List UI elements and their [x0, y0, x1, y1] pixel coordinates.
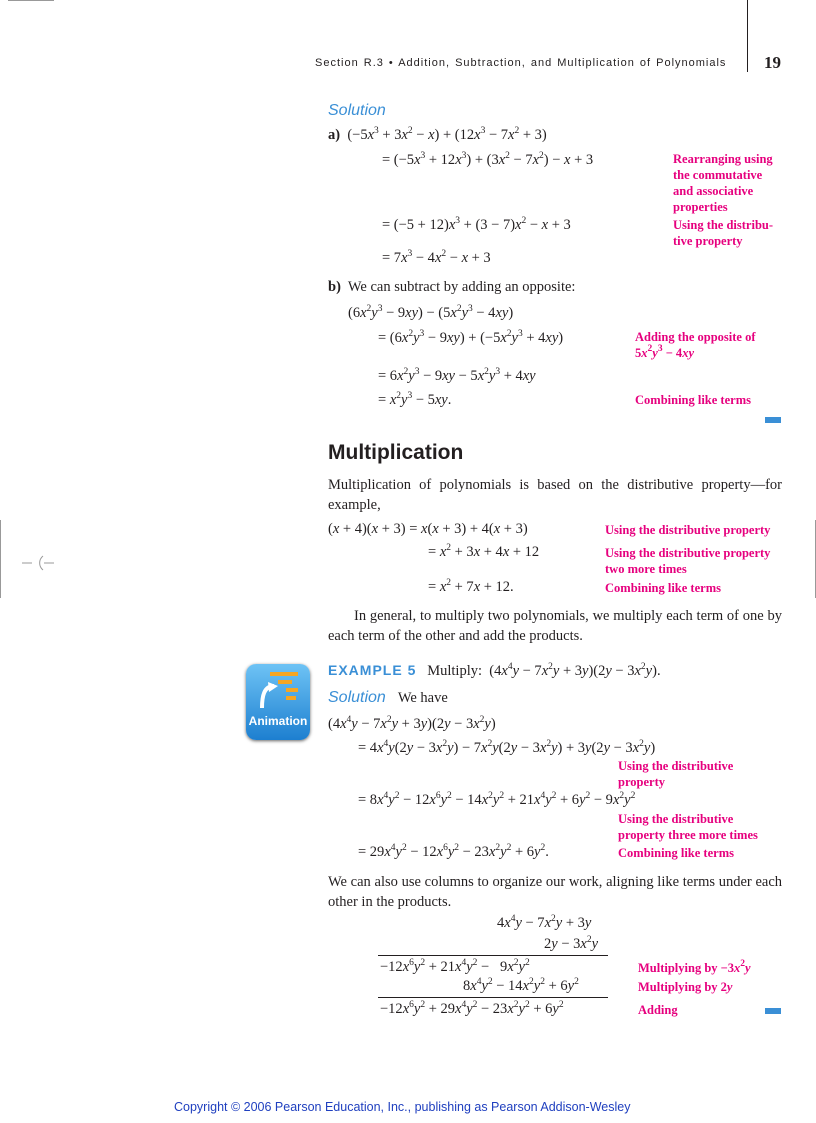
page-number: 19 — [764, 53, 781, 72]
ex5-line-2: = $4x^4y(2y - 3x^2y) - 7x^2y(2y - 3x^2y) + 3y(2y - 3x^2y)$ — [358, 739, 656, 756]
part-b-line-4: = $6x^2y^3 - 9xy - 5x^2y^3 + 4xy$ — [378, 367, 536, 384]
example5-line: EXAMPLE 5 Multiply: $(4x^4y - 7x^2y + 3y)(2y - 3x^2y)$. — [328, 662, 661, 679]
part-a-line-2: = $(-5x^3 + 12x^3) + (3x^2 - 7x^2) - x + 3$ — [382, 151, 594, 168]
solution-label: Solution — [328, 102, 386, 119]
note-mult-2: Using the distributive property two more times — [605, 546, 771, 576]
animation-label: Animation — [248, 714, 308, 728]
running-head: Section R.3 • Addition, Subtraction, and Multiplication of Polynomials — [315, 57, 727, 69]
animation-icon — [254, 670, 302, 714]
we-have: We have — [397, 690, 448, 706]
example5-prompt: Multiply: — [427, 663, 483, 679]
part-a-line-1: a) $(-5x^3 + 3x^2 - x) + (12x^3 - 7x^2 + 3)$ — [328, 126, 547, 143]
multiplication-intro: Multiplication of polynomials is based on the distributive property—for example, — [328, 477, 782, 513]
part-a-line-3: = $(-5 + 12)x^3 + (3 - 7)x^2 - x + 3$ — [382, 216, 571, 233]
note-rearranging: Rearranging using the commutative and associative properties — [673, 152, 773, 214]
note-ex5-3: Combining like terms — [618, 846, 734, 860]
col-line-3: $-12x^6y^2 + 21x^4y^2 - 9x^2y^2$ — [380, 958, 530, 975]
col-line-2: $2y - 3x^2y$ — [544, 935, 598, 952]
ex5-line-3: = $8x^4y^2 - 12x^6y^2 - 14x^2y^2 + 21x^4y^2 + 6y^2 - 9x^2y^2$ — [358, 791, 636, 808]
note-combining-b: Combining like terms — [635, 393, 751, 407]
example5-solution-label: Solution — [328, 689, 386, 706]
col-line-1: $4x^4y - 7x^2y + 3y$ — [497, 914, 592, 931]
col-line-5: $-12x^6y^2 + 29x^4y^2 - 23x^2y^2 + 6y^2$ — [380, 1000, 564, 1017]
ex5-line-1: $(4x^4y - 7x^2y + 3y)(2y - 3x^2y)$ — [328, 715, 496, 732]
end-of-example-marker-2 — [765, 1008, 781, 1014]
note-adding-opposite: Adding the opposite of $5x^2y^3 - 4xy$ — [635, 330, 756, 360]
crop-mark-side — [0, 520, 1, 598]
ex5-line-4: = $29x^4y^2 - 12x^6y^2 - 23x^2y^2 + 6y^2$. — [358, 843, 549, 860]
section-heading: Multiplication — [328, 441, 464, 464]
part-a-line-4: = $7x^3 - 4x^2 - x + 3$ — [382, 249, 491, 266]
part-b-line-5: = $x^2y^3 - 5xy$. — [378, 391, 452, 408]
columns-intro: We can also use columns to organize our work, aligning like terms under each other in the products. — [328, 874, 782, 910]
note-col-3: Adding — [638, 1003, 678, 1017]
header-rule — [747, 0, 748, 72]
crop-mark-top — [8, 0, 54, 1]
copyright-footer: Copyright © 2006 Pearson Education, Inc., publishing as Pearson Addison-Wesley — [174, 1100, 631, 1114]
part-b-line-2: $(6x^2y^3 - 9xy) - (5x^2y^3 - 4xy)$ — [348, 304, 514, 321]
part-b-line-3: = $(6x^2y^3 - 9xy) + (-5x^2y^3 + 4xy)$ — [378, 329, 564, 346]
note-mult-3: Combining like terms — [605, 581, 721, 595]
part-b-intro: We can subtract by adding an opposite: — [347, 279, 576, 295]
mult-line-3: = $x^2 + 7x + 12$. — [428, 578, 514, 595]
end-of-example-marker — [765, 417, 781, 423]
mult-line-2: = $x^2 + 3x + 4x + 12$ — [428, 543, 540, 560]
mult-line-1: (x + 4)(x + 3) = x(x + 3) + 4(x + 3) — [328, 521, 528, 537]
note-col-2: Multiplying by 2y — [638, 980, 733, 994]
animation-button[interactable] — [246, 664, 310, 740]
part-b-line-1 — [328, 279, 575, 296]
column-rule-1 — [378, 955, 608, 956]
example5-label: EXAMPLE 5 — [328, 662, 417, 678]
note-mult-1: Using the distributive property — [605, 523, 771, 537]
part-b-label: b) — [328, 279, 341, 295]
note-col-1: Multiplying by $-3x^2y$ — [638, 959, 751, 975]
general-paragraph: In general, to multiply two polynomials, we multiply each term of one by each term of the other and add the products. — [328, 608, 782, 644]
part-a-label: a) — [328, 127, 341, 143]
note-ex5-2: Using the distributive property three more times — [618, 812, 758, 842]
col-line-4: $8x^4y^2 - 14x^2y^2 + 6y^2$ — [463, 977, 579, 994]
note-distributive: Using the distribu-tive property — [673, 218, 774, 248]
example5-solution-line — [328, 689, 448, 707]
registration-mark-icon — [18, 550, 58, 576]
column-rule-2 — [378, 997, 608, 998]
note-ex5-1: Using the distributive property — [618, 759, 734, 789]
